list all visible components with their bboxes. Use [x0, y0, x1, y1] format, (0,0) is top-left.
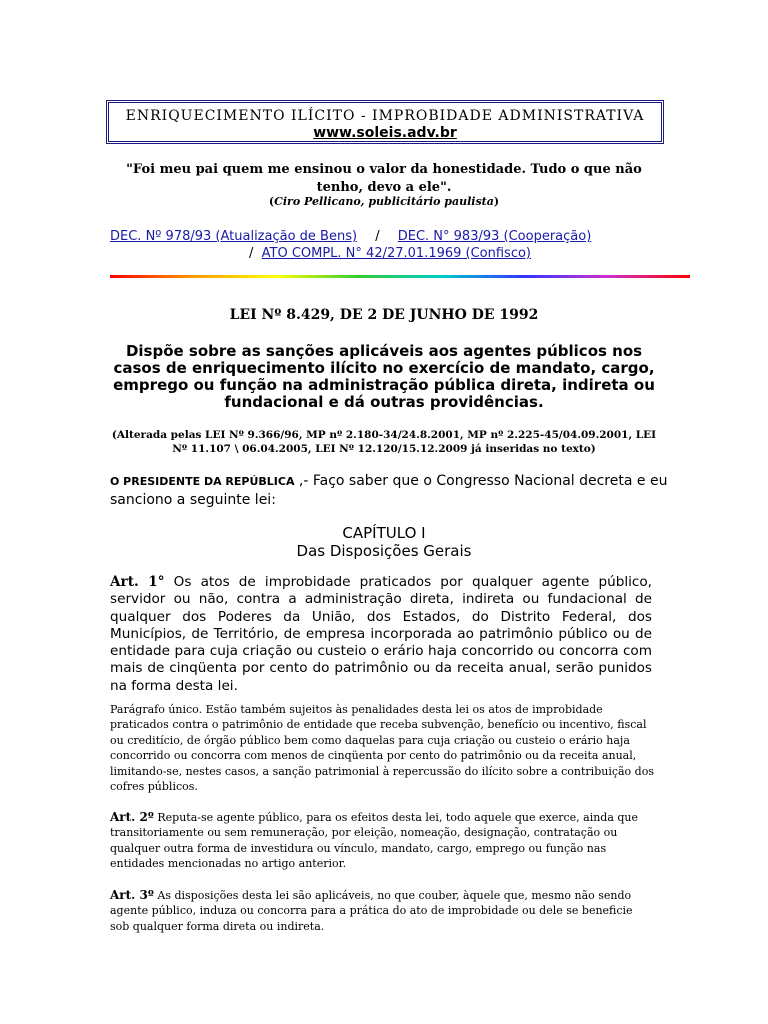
article-2-label: Art. 2º — [110, 810, 154, 824]
law-title: LEI Nº 8.429, DE 2 DE JUNHO DE 1992 — [229, 307, 539, 323]
epigraph-author-name: Ciro Pellicano, publicitário paulista — [274, 195, 494, 208]
link-separator: / — [375, 229, 380, 244]
site-link[interactable]: www.soleis.adv.br — [313, 125, 457, 141]
chapter-title: Das Disposições Gerais — [296, 542, 472, 560]
paragrafo-unico: Parágrafo único. Estão também sujeitos às penalidades desta lei os atos de improbidade praticados contra o patrimônio de entidade que receba subvenção, benefício ou incentivo, fiscal ou creditício, de órgão público bem como daquelas para cuja criação ou custeio o erário haja concorrido ou concorra com menos de cinqüenta por cento do patrimônio ou da receita anual, limitando-se, nestes casos, a sanção patrimonial à repercussão do ilícito sobre a contribuição dos cofres públicos. — [110, 703, 654, 794]
enactment-text: ,- Faço saber que o Congresso Nacional decreta e eu sanciono a seguinte lei: — [110, 473, 668, 508]
link-dec-978[interactable]: DEC. Nº 978/93 (Atualização de Bens) — [110, 229, 358, 244]
law-amendments-note: (Alterada pelas LEI Nº 9.366/96, MP nº 2.180-34/24.8.2001, MP nº 2.225-45/04.09.2001, LEI Nº 11.107 \ 06.04.2005, LEI Nº 12.120/15.12.2009 já inseridas no texto) — [111, 429, 657, 455]
header-box — [106, 100, 664, 144]
related-links-row-2 — [110, 246, 670, 261]
law-ementa: Dispõe sobre as sanções aplicáveis aos agentes públicos nos casos de enriquecimento ilícito no exercício de mandato, cargo, emprego ou função na administração pública direta, indireta ou fundacional e dá outras providências. — [113, 342, 655, 411]
rainbow-divider — [110, 275, 690, 278]
article-1 — [110, 574, 652, 695]
enactment-clause — [110, 472, 670, 509]
article-3 — [110, 888, 655, 934]
article-1-label: Art. 1° — [110, 574, 165, 590]
chapter-heading — [108, 524, 660, 560]
link-separator: / — [248, 246, 254, 261]
article-3-text: As disposições desta lei são aplicáveis, no que couber, àquele que, mesmo não sendo agente público, induza ou concorra para a prática do ato de improbidade ou dele se beneficie sob qualquer forma direta ou indireta. — [110, 889, 633, 933]
header-title: ENRIQUECIMENTO ILÍCITO - IMPROBIDADE ADMINISTRATIVA — [125, 108, 645, 124]
related-links-row-1 — [110, 229, 670, 244]
article-2 — [110, 810, 655, 872]
president-label: O PRESIDENTE DA REPÚBLICA — [110, 475, 295, 488]
epigraph-quote: "Foi meu pai quem me ensinou o valor da honestidade. Tudo o que não tenho, devo a ele". — [126, 162, 642, 195]
article-1-text: Os atos de improbidade praticados por qualquer agente público, servidor ou não, contra a administração direta, indireta ou fundacional de qualquer dos Poderes da União, dos Estados, do Distrito Federal, dos Municípios, de Território, de empresa incorporada ao patrimônio público ou de entidade para cuja criação ou custeio o erário haja concorrido ou concorra com mais de cinqüenta por cento do patrimônio ou da receita anual, serão punidos na forma desta lei. — [110, 574, 652, 694]
chapter-number: CAPÍTULO I — [342, 524, 426, 542]
epigraph-author: (Ciro Pellicano, publicitário paulista) — [268, 195, 500, 208]
article-2-text: Reputa-se agente público, para os efeitos desta lei, todo aquele que exerce, ainda que transitoriamente ou sem remuneração, por eleição, nomeação, designação, contratação ou qualquer outra forma de investidura ou vínculo, mandato, cargo, emprego ou função nas entidades mencionadas no artigo anterior. — [110, 811, 639, 871]
link-dec-983[interactable]: DEC. N° 983/93 (Cooperação) — [397, 229, 592, 244]
link-ato-compl[interactable]: ATO COMPL. N° 42/27.01.1969 (Confisco) — [261, 246, 532, 261]
article-3-label: Art. 3º — [110, 888, 154, 902]
